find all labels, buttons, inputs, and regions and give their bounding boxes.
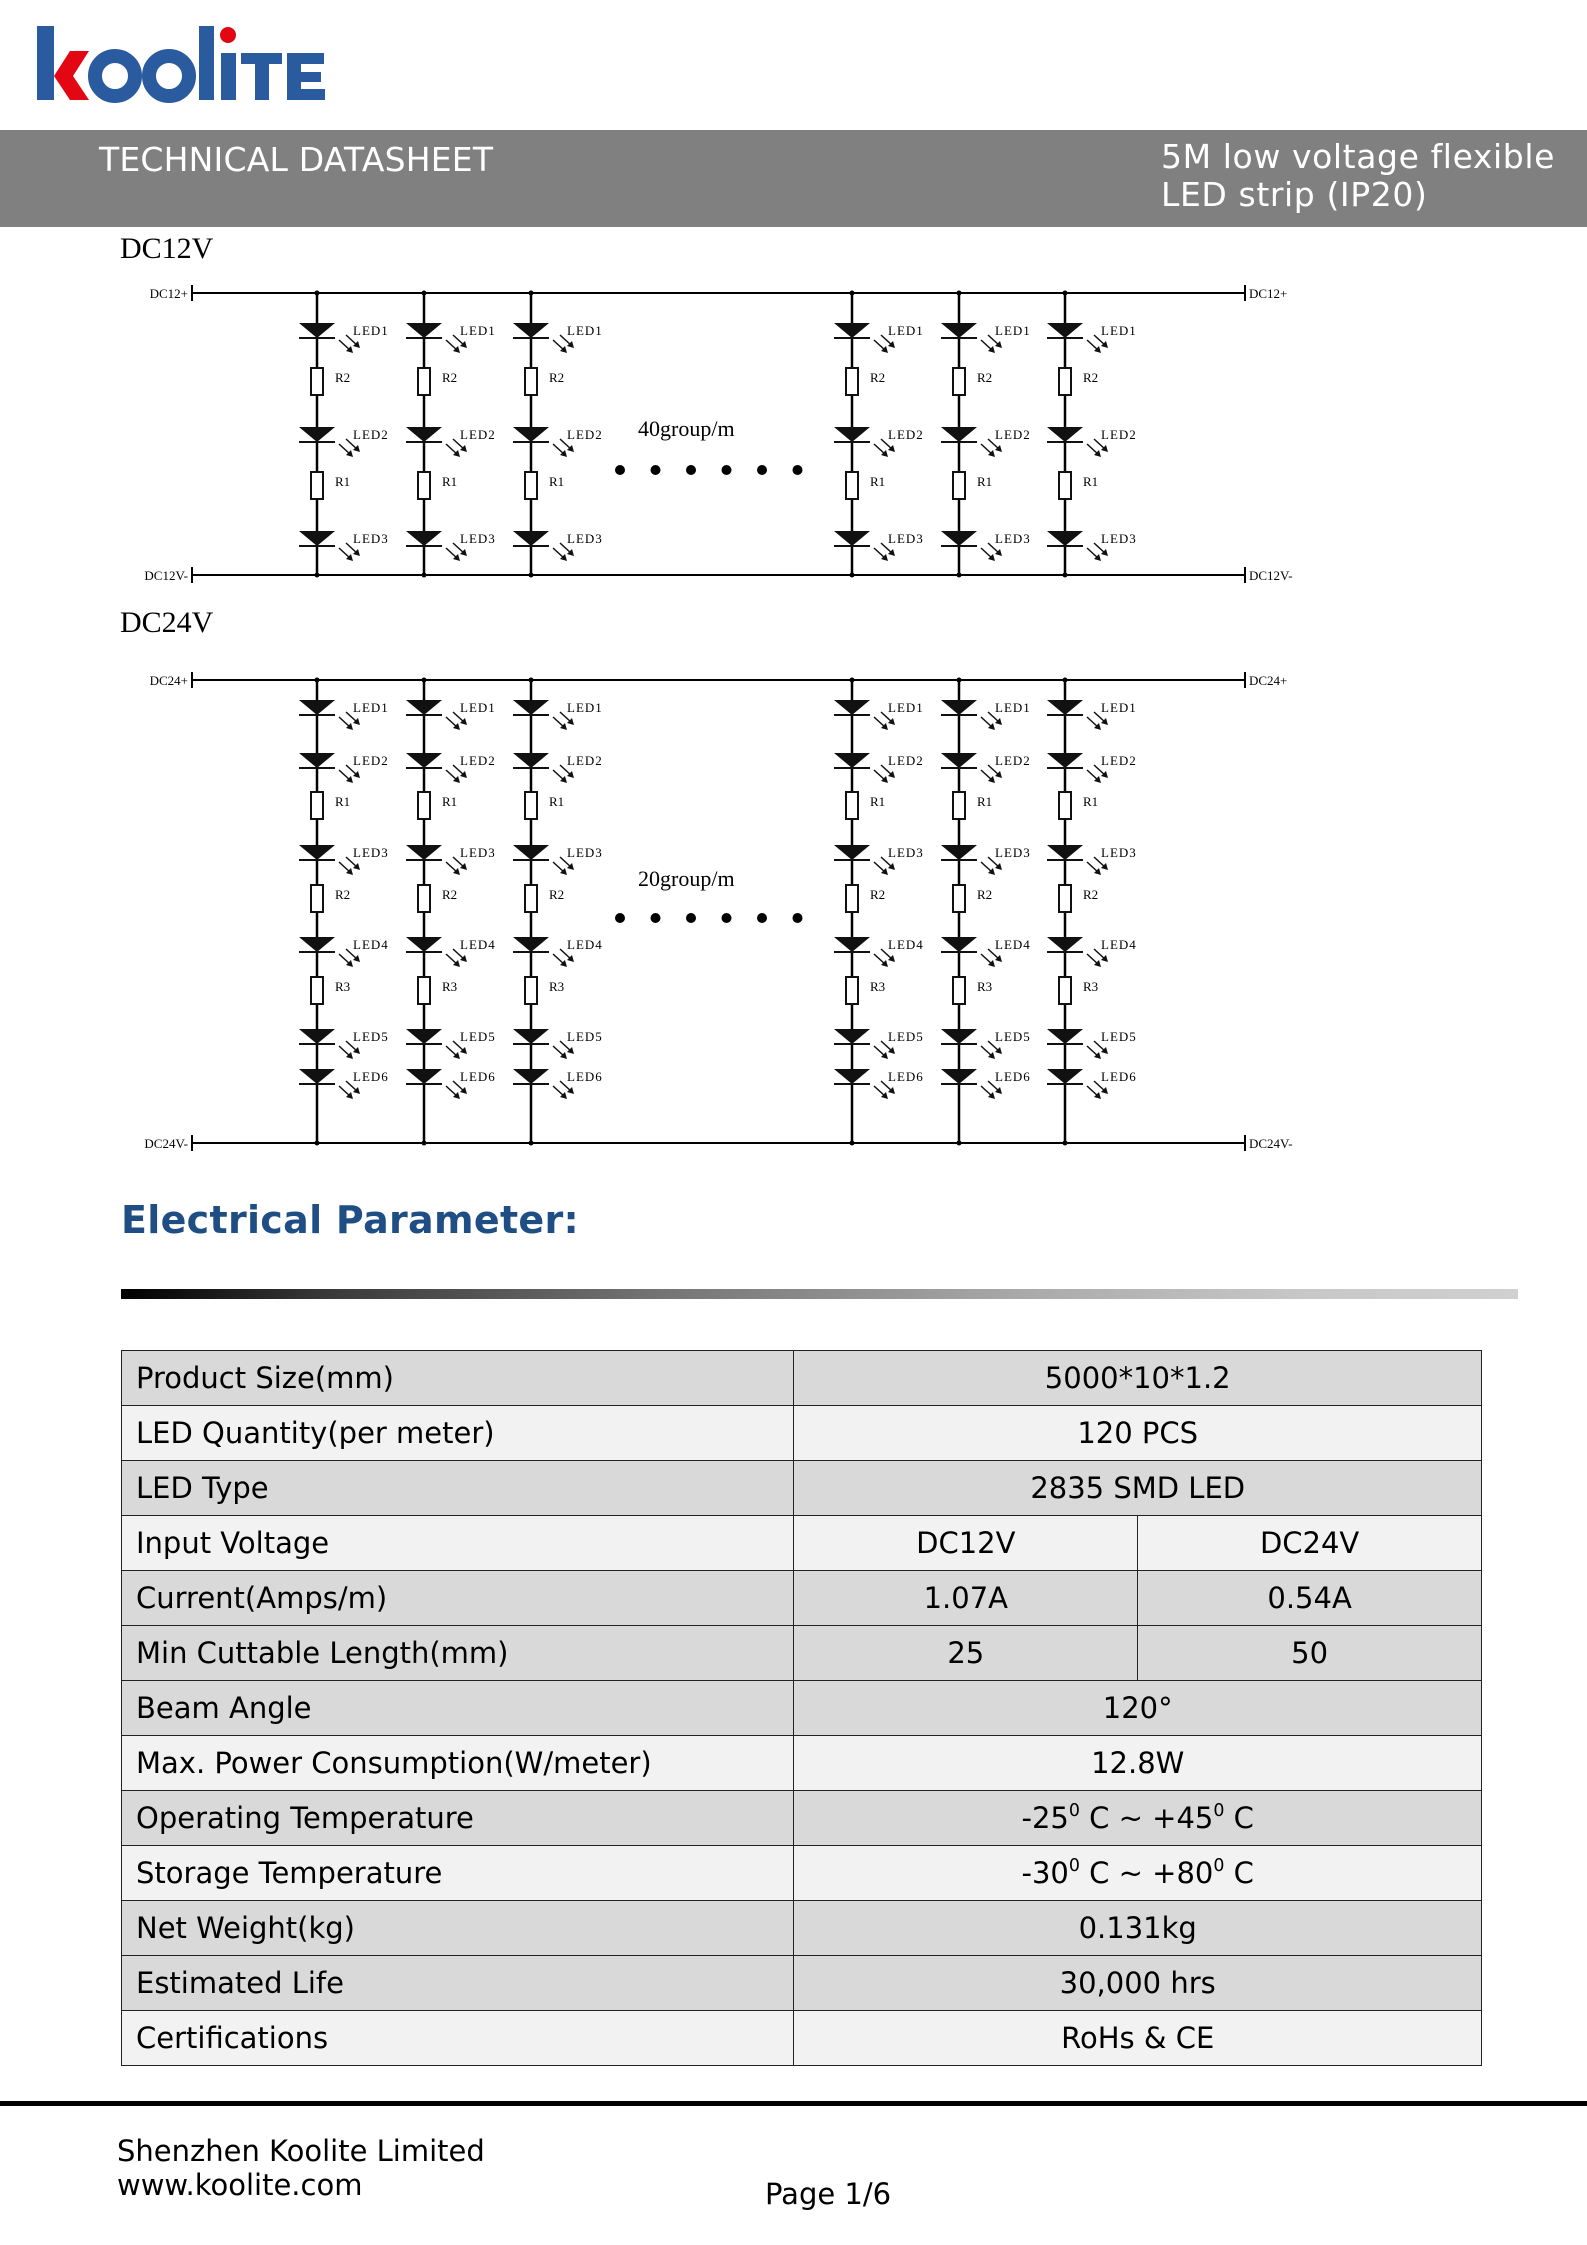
table-row	[122, 1516, 1482, 1571]
led-label: LED2	[888, 427, 924, 442]
param-value: 1.07A	[794, 1571, 1138, 1626]
resistor-label: R1	[1083, 474, 1099, 489]
ellipsis-dot	[615, 465, 625, 475]
ellipsis-dot	[686, 913, 696, 923]
led-label: LED2	[567, 427, 603, 442]
led-diode-icon	[299, 531, 335, 546]
led-diode-icon	[1047, 427, 1083, 442]
led-diode-icon	[834, 427, 870, 442]
value-part: C ~ +80	[1079, 1856, 1214, 1890]
ellipsis-dot	[615, 913, 625, 923]
resistor-label: R2	[870, 887, 886, 902]
param-label: Beam Angle	[122, 1681, 794, 1736]
led-label: LED2	[1101, 753, 1137, 768]
ellipsis-dot	[793, 913, 803, 923]
led-diode-icon	[513, 323, 549, 338]
diagram-title: DC12V	[120, 232, 214, 265]
resistor-label: R2	[549, 887, 565, 902]
junction-dot	[957, 573, 962, 578]
rail-minus-label-left: DC24V-	[144, 1136, 188, 1151]
param-value: DC12V	[794, 1516, 1138, 1571]
table-row	[122, 1901, 1482, 1956]
junction-dot	[422, 291, 427, 296]
resistor-label: R3	[1083, 979, 1099, 994]
led-label: LED1	[995, 700, 1031, 715]
led-diode-icon	[834, 1069, 870, 1084]
param-label: LED Quantity(per meter)	[122, 1406, 794, 1461]
resistor-label: R3	[870, 979, 886, 994]
resistor-icon	[846, 472, 858, 499]
led-diode-icon	[834, 753, 870, 768]
ellipsis-dot	[722, 913, 732, 923]
led-diode-icon	[406, 427, 442, 442]
rail-minus-label-right: DC24V-	[1249, 1136, 1293, 1151]
resistor-label: R2	[1083, 887, 1099, 902]
param-label: Estimated Life	[122, 1956, 794, 2011]
resistor-icon	[418, 792, 430, 819]
junction-dot	[957, 291, 962, 296]
junction-dot	[315, 573, 320, 578]
junction-dot	[1063, 291, 1068, 296]
table-row	[122, 1681, 1482, 1736]
led-diode-icon	[1047, 700, 1083, 715]
resistor-icon	[846, 792, 858, 819]
led-label: LED2	[460, 753, 496, 768]
led-label: LED4	[567, 937, 603, 952]
rail-plus-label-right: DC12+	[1249, 286, 1288, 301]
param-value: 2835 SMD LED	[794, 1461, 1482, 1516]
led-diode-icon	[299, 845, 335, 860]
value-part: C ~ +45	[1079, 1801, 1214, 1835]
resistor-icon	[418, 368, 430, 395]
param-value: DC24V	[1138, 1516, 1482, 1571]
led-label: LED2	[567, 753, 603, 768]
led-diode-icon	[406, 700, 442, 715]
table-row	[122, 1846, 1482, 1901]
led-diode-icon	[406, 753, 442, 768]
resistor-icon	[525, 885, 537, 912]
led-diode-icon	[941, 1029, 977, 1044]
resistor-icon	[846, 368, 858, 395]
resistor-icon	[311, 885, 323, 912]
resistor-label: R1	[870, 794, 886, 809]
led-label: LED3	[888, 531, 924, 546]
led-diode-icon	[941, 427, 977, 442]
param-value: 12.8W	[794, 1736, 1482, 1791]
product-title-line2: LED strip (IP20)	[1161, 175, 1428, 214]
ellipsis-dot	[757, 913, 767, 923]
led-diode-icon	[299, 323, 335, 338]
param-value: 25	[794, 1626, 1138, 1681]
junction-dot	[957, 1141, 962, 1146]
resistor-icon	[311, 368, 323, 395]
resistor-icon	[418, 977, 430, 1004]
resistor-label: R2	[442, 370, 458, 385]
value-part: C	[1224, 1801, 1254, 1835]
param-label: Input Voltage	[122, 1516, 794, 1571]
junction-dot	[529, 573, 534, 578]
value-part: C	[1224, 1856, 1254, 1890]
table-row	[122, 1956, 1482, 2011]
led-diode-icon	[834, 1029, 870, 1044]
resistor-icon	[525, 368, 537, 395]
rail-minus-label-right: DC12V-	[1249, 568, 1293, 583]
led-label: LED4	[460, 937, 496, 952]
resistor-icon	[525, 977, 537, 1004]
led-diode-icon	[941, 700, 977, 715]
led-diode-icon	[834, 700, 870, 715]
value-part: -30	[1021, 1856, 1069, 1890]
param-value: 0.131kg	[794, 1901, 1482, 1956]
led-diode-icon	[406, 1029, 442, 1044]
led-label: LED6	[460, 1069, 496, 1084]
footer-rule	[0, 2101, 1587, 2106]
resistor-label: R2	[335, 887, 351, 902]
resistor-label: R1	[442, 794, 458, 809]
junction-dot	[315, 678, 320, 683]
led-label: LED6	[1101, 1069, 1137, 1084]
group-density-label: 20group/m	[638, 866, 735, 891]
ellipsis-dot	[686, 465, 696, 475]
electrical-parameter-table	[121, 1350, 1482, 2066]
led-diode-icon	[513, 427, 549, 442]
footer-company: Shenzhen Koolite Limited	[117, 2134, 485, 2168]
resistor-label: R2	[335, 370, 351, 385]
led-diode-icon	[1047, 1069, 1083, 1084]
led-diode-icon	[406, 1069, 442, 1084]
led-diode-icon	[513, 700, 549, 715]
resistor-label: R1	[977, 474, 993, 489]
resistor-icon	[1059, 792, 1071, 819]
led-label: LED3	[1101, 531, 1137, 546]
led-label: LED2	[353, 427, 389, 442]
resistor-icon	[1059, 977, 1071, 1004]
led-diode-icon	[513, 531, 549, 546]
led-label: LED4	[1101, 937, 1137, 952]
ellipsis-dot	[722, 465, 732, 475]
led-diode-icon	[299, 1029, 335, 1044]
resistor-label: R3	[977, 979, 993, 994]
diagram-title: DC24V	[120, 606, 214, 639]
led-label: LED3	[995, 531, 1031, 546]
led-label: LED3	[1101, 845, 1137, 860]
led-label: LED2	[888, 753, 924, 768]
led-label: LED4	[888, 937, 924, 952]
led-diode-icon	[834, 937, 870, 952]
table-row	[122, 1461, 1482, 1516]
led-diode-icon	[406, 531, 442, 546]
led-label: LED3	[353, 845, 389, 860]
led-label: LED2	[353, 753, 389, 768]
table-row	[122, 2011, 1482, 2066]
resistor-label: R3	[335, 979, 351, 994]
led-label: LED1	[353, 323, 389, 338]
rail-plus-label-right: DC24+	[1249, 673, 1288, 688]
led-label: LED5	[460, 1029, 496, 1044]
led-diode-icon	[406, 937, 442, 952]
resistor-icon	[953, 885, 965, 912]
led-diode-icon	[299, 700, 335, 715]
led-diode-icon	[941, 1069, 977, 1084]
led-diode-icon	[299, 753, 335, 768]
junction-dot	[850, 678, 855, 683]
resistor-label: R3	[549, 979, 565, 994]
param-value	[794, 1791, 1482, 1846]
param-value: RoHs & CE	[794, 2011, 1482, 2066]
led-diode-icon	[834, 531, 870, 546]
table-row	[122, 1736, 1482, 1791]
led-diode-icon	[299, 427, 335, 442]
led-diode-icon	[1047, 1029, 1083, 1044]
led-diode-icon	[513, 1029, 549, 1044]
table-row	[122, 1406, 1482, 1461]
param-value: 50	[1138, 1626, 1482, 1681]
junction-dot	[1063, 678, 1068, 683]
junction-dot	[957, 678, 962, 683]
resistor-label: R1	[977, 794, 993, 809]
led-diode-icon	[513, 845, 549, 860]
led-label: LED4	[995, 937, 1031, 952]
resistor-icon	[953, 977, 965, 1004]
led-diode-icon	[1047, 937, 1083, 952]
led-diode-icon	[1047, 323, 1083, 338]
led-label: LED1	[460, 700, 496, 715]
ellipsis-dot	[651, 465, 661, 475]
param-label: Product Size(mm)	[122, 1351, 794, 1406]
led-label: LED3	[888, 845, 924, 860]
led-label: LED5	[353, 1029, 389, 1044]
table-row	[122, 1351, 1482, 1406]
param-label: Operating Temperature	[122, 1791, 794, 1846]
led-label: LED5	[567, 1029, 603, 1044]
junction-dot	[850, 573, 855, 578]
resistor-icon	[953, 472, 965, 499]
resistor-label: R1	[549, 474, 565, 489]
resistor-icon	[418, 472, 430, 499]
led-label: LED6	[353, 1069, 389, 1084]
led-diode-icon	[941, 937, 977, 952]
resistor-icon	[311, 792, 323, 819]
junction-dot	[1063, 1141, 1068, 1146]
param-label: Certifications	[122, 2011, 794, 2066]
resistor-icon	[1059, 472, 1071, 499]
led-label: LED3	[460, 531, 496, 546]
led-label: LED3	[567, 531, 603, 546]
led-diode-icon	[1047, 845, 1083, 860]
resistor-label: R2	[977, 887, 993, 902]
resistor-icon	[846, 977, 858, 1004]
param-label: Min Cuttable Length(mm)	[122, 1626, 794, 1681]
led-diode-icon	[834, 323, 870, 338]
led-label: LED5	[995, 1029, 1031, 1044]
junction-dot	[422, 573, 427, 578]
degree-superscript: 0	[1213, 1855, 1225, 1876]
led-label: LED1	[567, 700, 603, 715]
ellipsis-dot	[651, 913, 661, 923]
table-row	[122, 1571, 1482, 1626]
led-diode-icon	[941, 531, 977, 546]
param-label: LED Type	[122, 1461, 794, 1516]
param-value: 5000*10*1.2	[794, 1351, 1482, 1406]
section-heading: Electrical Parameter:	[121, 1198, 580, 1242]
junction-dot	[850, 291, 855, 296]
param-value: 120 PCS	[794, 1406, 1482, 1461]
led-label: LED1	[995, 323, 1031, 338]
resistor-icon	[525, 792, 537, 819]
gradient-divider	[121, 1289, 1518, 1299]
led-label: LED5	[1101, 1029, 1137, 1044]
resistor-icon	[418, 885, 430, 912]
resistor-icon	[953, 792, 965, 819]
param-label: Storage Temperature	[122, 1846, 794, 1901]
resistor-label: R1	[442, 474, 458, 489]
led-label: LED3	[460, 845, 496, 860]
led-diode-icon	[406, 323, 442, 338]
param-label: Max. Power Consumption(W/meter)	[122, 1736, 794, 1791]
degree-superscript: 0	[1068, 1800, 1080, 1821]
resistor-icon	[311, 472, 323, 499]
junction-dot	[529, 291, 534, 296]
led-label: LED4	[353, 937, 389, 952]
led-label: LED2	[995, 753, 1031, 768]
led-label: LED6	[995, 1069, 1031, 1084]
junction-dot	[315, 1141, 320, 1146]
led-label: LED1	[353, 700, 389, 715]
rail-plus-label-left: DC24+	[149, 673, 188, 688]
resistor-label: R1	[335, 794, 351, 809]
led-diode-icon	[513, 753, 549, 768]
resistor-icon	[1059, 368, 1071, 395]
degree-superscript: 0	[1068, 1855, 1080, 1876]
resistor-label: R2	[549, 370, 565, 385]
led-diode-icon	[299, 1069, 335, 1084]
resistor-label: R1	[549, 794, 565, 809]
junction-dot	[422, 678, 427, 683]
led-diode-icon	[1047, 753, 1083, 768]
junction-dot	[850, 1141, 855, 1146]
resistor-icon	[1059, 885, 1071, 912]
junction-dot	[1063, 573, 1068, 578]
rail-plus-label-left: DC12+	[149, 286, 188, 301]
rail-minus-label-left: DC12V-	[144, 568, 188, 583]
led-label: LED5	[888, 1029, 924, 1044]
resistor-label: R2	[442, 887, 458, 902]
resistor-label: R2	[977, 370, 993, 385]
param-label: Current(Amps/m)	[122, 1571, 794, 1626]
resistor-label: R1	[1083, 794, 1099, 809]
resistor-label: R1	[335, 474, 351, 489]
led-label: LED1	[1101, 323, 1137, 338]
led-diode-icon	[299, 937, 335, 952]
ellipsis-dot	[793, 465, 803, 475]
value-part: -25	[1021, 1801, 1069, 1835]
param-value	[794, 1846, 1482, 1901]
degree-superscript: 0	[1213, 1800, 1225, 1821]
resistor-icon	[846, 885, 858, 912]
led-label: LED1	[1101, 700, 1137, 715]
led-label: LED3	[995, 845, 1031, 860]
param-label: Net Weight(kg)	[122, 1901, 794, 1956]
led-label: LED2	[1101, 427, 1137, 442]
table-row	[122, 1626, 1482, 1681]
led-label: LED1	[567, 323, 603, 338]
led-label: LED6	[567, 1069, 603, 1084]
resistor-label: R2	[870, 370, 886, 385]
led-diode-icon	[941, 323, 977, 338]
page-number: Page 1/6	[765, 2177, 892, 2211]
resistor-label: R1	[870, 474, 886, 489]
group-density-label: 40group/m	[638, 416, 735, 441]
led-diode-icon	[406, 845, 442, 860]
led-label: LED3	[353, 531, 389, 546]
led-diode-icon	[834, 845, 870, 860]
led-diode-icon	[513, 1069, 549, 1084]
led-label: LED1	[460, 323, 496, 338]
resistor-label: R2	[1083, 370, 1099, 385]
param-value: 0.54A	[1138, 1571, 1482, 1626]
product-title-line1: 5M low voltage flexible	[1161, 137, 1556, 176]
led-diode-icon	[941, 845, 977, 860]
led-label: LED1	[888, 323, 924, 338]
document-type-title: TECHNICAL DATASHEET	[99, 140, 494, 179]
junction-dot	[422, 1141, 427, 1146]
ellipsis-dot	[757, 465, 767, 475]
table-row	[122, 1791, 1482, 1846]
led-diode-icon	[941, 753, 977, 768]
led-label: LED1	[888, 700, 924, 715]
resistor-icon	[525, 472, 537, 499]
resistor-icon	[953, 368, 965, 395]
led-label: LED2	[995, 427, 1031, 442]
resistor-icon	[311, 977, 323, 1004]
led-diode-icon	[513, 937, 549, 952]
resistor-label: R3	[442, 979, 458, 994]
param-value: 30,000 hrs	[794, 1956, 1482, 2011]
footer-website-link[interactable]: www.koolite.com	[117, 2168, 363, 2202]
junction-dot	[529, 1141, 534, 1146]
led-label: LED6	[888, 1069, 924, 1084]
junction-dot	[315, 291, 320, 296]
junction-dot	[529, 678, 534, 683]
led-label: LED2	[460, 427, 496, 442]
led-diode-icon	[1047, 531, 1083, 546]
led-label: LED3	[567, 845, 603, 860]
param-value: 120°	[794, 1681, 1482, 1736]
